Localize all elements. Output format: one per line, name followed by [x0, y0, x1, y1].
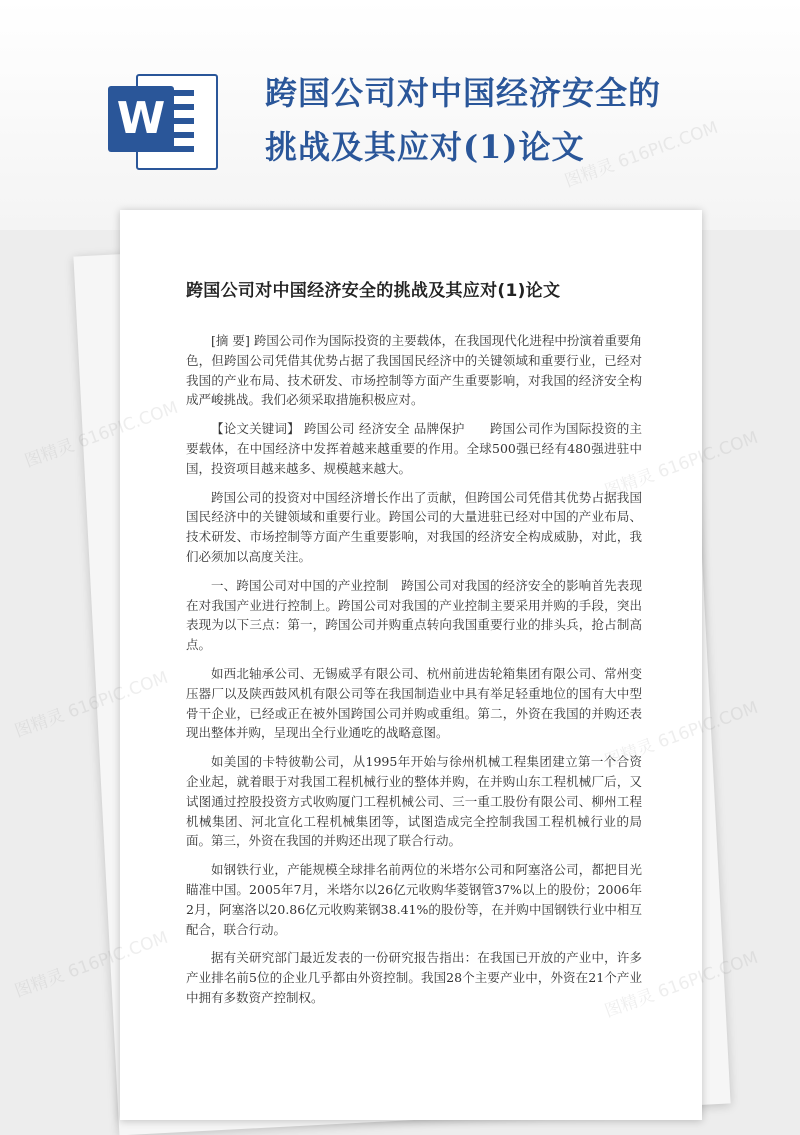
watermark-text: 图精灵 616PIC.COM — [12, 927, 171, 1002]
body-paragraph: 如西北轴承公司、无锡威孚有限公司、杭州前进齿轮箱集团有限公司、常州变压器厂以及陕西鼓风机有限公司等在我国制造业中具有举足轻重地位的国有大中型骨干企业，已经或正在被外国跨国公司并购或重组。第二，外资在我国的并购还表现出整体并购，呈现出全行业通吃的战略意图。 — [186, 665, 642, 741]
watermark-text: 图精灵 616PIC.COM — [12, 667, 171, 742]
body-paragraph: 跨国公司的投资对中国经济增长作出了贡献，但跨国公司凭借其优势占据我国国民经济中的关键领域和重要行业。跨国公司的大量进驻已经对中国的产业布局、技术研发、市场控制等方面产生重要影响，对我国的经济安全构成威胁，对此，我们必须加以高度关注。 — [186, 489, 642, 564]
document-page — [120, 210, 702, 1120]
keywords-paragraph: 【论文关键词】 跨国公司 经济安全 品牌保护 跨国公司作为国际投资的主要载体，在中国经济中发挥着越来越重要的作用。全球500强已经有480强进驻中国，投资项目越来越多、规模越来越大。 — [186, 421, 642, 476]
body-paragraph: 如钢铁行业，产能规模全球排名前两位的米塔尔公司和阿塞洛公司，都把目光瞄准中国。2005年7月，米塔尔以26亿元收购华菱钢管37%以上的股份；2006年2月，阿塞洛以20.86亿元收购莱钢38.41%的股份等，在并购中国钢铁行业中相互配合，联合行动。 — [186, 862, 642, 937]
word-logo-letter: W — [116, 93, 166, 144]
header-title: 跨国公司对中国经济安全的挑战及其应对(1)论文 — [265, 74, 662, 166]
watermark-text: 图精灵 — [22, 435, 78, 472]
body-paragraph: 据有关研究部门最近发表的一份研究报告指出：在我国已开放的产业中，许多产业排名前5位的企业几乎都由外资控制。我国28个主要产业中，外资在21个产业中拥有多数资产控制权。 — [186, 950, 642, 1005]
body-paragraph: 一、跨国公司对中国的产业控制 跨国公司对我国的经济安全的影响首先表现在对我国产业进行控制上。跨国公司对我国的产业控制主要采用并购的手段，突出表现为以下三点：第一，跨国公司并购重点转向我国重要行业的排头兵，抢占制高点。 — [186, 577, 642, 653]
abstract-paragraph: [摘 要] 跨国公司作为国际投资的主要载体，在我国现代化进程中扮演着重要角色，但跨国公司凭借其优势占据了我国国民经济中的关键领域和重要行业，已经对我国的产业布局、技术研发、市场控制等方面产生重要影响，对我国的经济安全构成严峻挑战。我们必须采取措施积极应对。 — [186, 333, 642, 408]
body-paragraph: 如美国的卡特彼勒公司，从1995年开始与徐州机械工程集团建立第一个合资企业起，就着眼于对我国工程机械行业的整体并购，在并购山东工程机械厂后，又试图通过控股投资方式收购厦门工程机械公司、三一重工股份有限公司、柳州工程机械集团、河北宣化工程机械集团等，试图造成完全控制我国工程机械行业的局面。第三，外资在我国的并购还出现了联合行动。 — [186, 754, 642, 849]
watermark-text: 616PIC.COM — [655, 427, 761, 483]
document-title: 跨国公司对中国经济安全的挑战及其应对(1)论文 — [186, 281, 561, 301]
word-document-icon — [108, 66, 216, 172]
